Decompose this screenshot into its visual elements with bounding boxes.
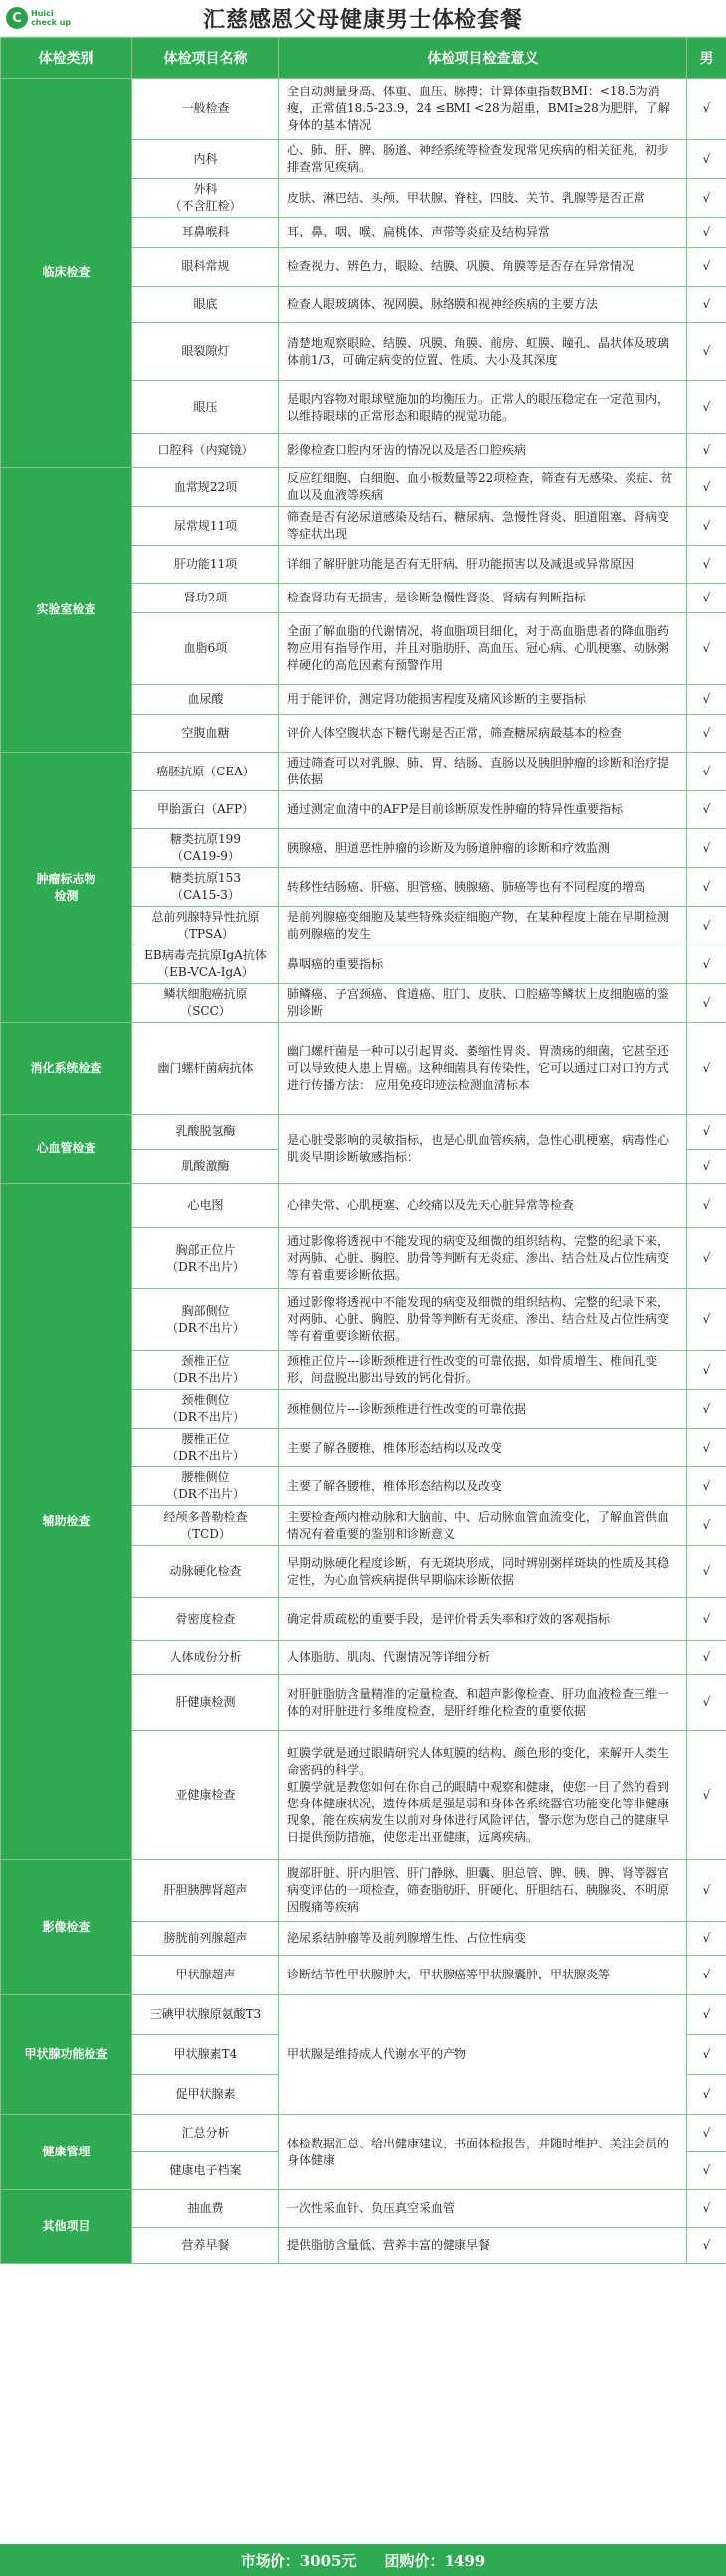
item-meaning-cell: 是眼内容物对眼球壁施加的均衡压力。正常人的眼压稳定在一定范围内，以维持眼球的正常形态和眼睛的视觉功能。 bbox=[279, 381, 687, 434]
item-meaning-cell: 全面了解血脂的代谢情况，将血脂项目细化，对于高血脂患者的降血脂药物应用有指导作用，并且对脂肪肝、高血压、冠心病、心肌梗塞、动脉粥样硬化的高危因素有预警作用 bbox=[279, 613, 687, 685]
column-header-item: 体检项目名称 bbox=[132, 38, 279, 79]
item-name-cell: 膀胱前列腺超声 bbox=[132, 1922, 279, 1956]
item-meaning-cell: 通过筛查可以对乳腺、肺、胃、结肠、直肠以及胰胆肿瘤的诊断和治疗提供依据 bbox=[279, 753, 687, 791]
included-check-icon: √ bbox=[687, 584, 726, 613]
item-name-cell: 肝功能11项 bbox=[132, 546, 279, 584]
item-name-cell: 肝健康检测 bbox=[132, 1675, 279, 1731]
included-check-icon: √ bbox=[687, 1023, 726, 1115]
item-meaning-cell: 转移性结肠癌、肝癌、胆管癌、胰腺癌、肺癌等也有不同程度的增高 bbox=[279, 868, 687, 907]
included-check-icon: √ bbox=[687, 1429, 726, 1467]
included-check-icon: √ bbox=[687, 685, 726, 715]
item-name-cell: 癌胚抗原（CEA） bbox=[132, 753, 279, 791]
item-meaning-cell: 颈椎正位片---诊断颈椎进行性改变的可靠依据，如骨质增生、椎间孔变形，间盘脱出膨出导致的钙化骨折。 bbox=[279, 1351, 687, 1390]
item-meaning-cell: 主要检查颅内椎动脉和大脑前、中、后动脉血管血流变化，了解血管供血情况有着重要的鉴别和诊断意义 bbox=[279, 1506, 687, 1546]
included-check-icon: √ bbox=[687, 1860, 726, 1922]
item-name-cell: 鳞状细胞癌抗原 （SCC） bbox=[132, 984, 279, 1023]
item-name-cell: 外科 （不含肛检） bbox=[132, 179, 279, 218]
included-check-icon: √ bbox=[687, 753, 726, 791]
item-meaning-cell: 影像检查口腔内牙齿的情况以及是否口腔疾病 bbox=[279, 434, 687, 468]
category-cell: 辅助检查 bbox=[1, 1184, 132, 1860]
logo-line-2: check up bbox=[31, 18, 72, 27]
included-check-icon: √ bbox=[687, 468, 726, 507]
included-check-icon: √ bbox=[687, 381, 726, 434]
included-check-icon: √ bbox=[687, 507, 726, 546]
included-check-icon: √ bbox=[687, 1228, 726, 1289]
included-check-icon: √ bbox=[687, 1546, 726, 1598]
brand-logo bbox=[6, 5, 97, 31]
included-check-icon: √ bbox=[687, 613, 726, 685]
included-check-icon: √ bbox=[687, 829, 726, 868]
included-check-icon: √ bbox=[687, 1598, 726, 1641]
item-meaning-cell: 对肝脏脂肪含量精准的定量检查、和超声影像检查、肝功血液检查三维一体的对肝脏进行多维度检查，是肝纤维化检查的重要依据 bbox=[279, 1675, 687, 1731]
table-row bbox=[1, 1184, 726, 1228]
item-meaning-cell: 检查视力、辨色力，眼睑、结膜、巩膜、角膜等是否存在异常情况 bbox=[279, 248, 687, 287]
item-meaning-cell: 用于能评价，测定肾功能损害程度及痛风诊断的主要指标 bbox=[279, 685, 687, 715]
included-check-icon: √ bbox=[687, 1467, 726, 1506]
included-check-icon: √ bbox=[687, 140, 726, 179]
item-name-cell: 眼压 bbox=[132, 381, 279, 434]
table-row bbox=[1, 1115, 726, 1150]
column-header-male: 男 bbox=[687, 38, 726, 79]
column-header-meaning: 体检项目检查意义 bbox=[279, 38, 687, 79]
item-name-cell: 糖类抗原153 （CA15-3） bbox=[132, 868, 279, 907]
item-meaning-cell: 确定骨质疏松的重要手段，是评价骨丢失率和疗效的客观指标 bbox=[279, 1598, 687, 1641]
included-check-icon: √ bbox=[687, 434, 726, 468]
item-name-cell: 血常规22项 bbox=[132, 468, 279, 507]
item-name-cell: 亚健康检查 bbox=[132, 1731, 279, 1860]
item-name-cell: 尿常规11项 bbox=[132, 507, 279, 546]
item-name-cell: 甲状腺素T4 bbox=[132, 2035, 279, 2075]
category-cell: 实验室检查 bbox=[1, 468, 132, 753]
included-check-icon: √ bbox=[687, 2228, 726, 2264]
included-check-icon: √ bbox=[687, 1731, 726, 1860]
included-check-icon: √ bbox=[687, 907, 726, 945]
included-check-icon: √ bbox=[687, 2075, 726, 2115]
item-meaning-cell: 检查人眼玻璃体、视网膜、脉络膜和视神经疾病的主要方法 bbox=[279, 287, 687, 323]
item-meaning-cell: 心、肺、肝、脾、肠道、神经系统等检查发现常见疾病的相关征兆，初步排查常见疾病。 bbox=[279, 140, 687, 179]
item-meaning-cell: 清楚地观察眼睑、结膜、巩膜、角膜、前房、虹膜、瞳孔、晶状体及玻璃体前1/3，可确定病变的位置、性质、大小及其深度 bbox=[279, 323, 687, 381]
item-meaning-cell: 一次性采血针、负压真空采血管 bbox=[279, 2190, 687, 2228]
item-meaning-cell: 早期动脉硬化程度诊断，有无斑块形成，同时辨别粥样斑块的性质及其稳定性，为心血管疾病提供早期临床诊断依据 bbox=[279, 1546, 687, 1598]
item-name-cell: 颈椎正位 （DR不出片） bbox=[132, 1351, 279, 1390]
included-check-icon: √ bbox=[687, 1506, 726, 1546]
included-check-icon: √ bbox=[687, 1922, 726, 1956]
category-cell: 甲状腺功能检查 bbox=[1, 1995, 132, 2115]
category-cell: 其他项目 bbox=[1, 2190, 132, 2264]
item-meaning-cell: 反应红细胞、白细胞、血小板数量等22项检查，筛查有无感染、炎症、贫血以及血液等疾病 bbox=[279, 468, 687, 507]
included-check-icon: √ bbox=[687, 1150, 726, 1184]
item-meaning-cell: 甲状腺是维持成人代谢水平的产物 bbox=[279, 1995, 687, 2115]
table-body bbox=[1, 79, 726, 2264]
category-cell: 临床检查 bbox=[1, 79, 132, 468]
item-meaning-cell: 主要了解各腰椎，椎体形态结构以及改变 bbox=[279, 1429, 687, 1467]
item-name-cell: 营养早餐 bbox=[132, 2228, 279, 2264]
item-name-cell: 三碘甲状腺原氨酸T3 bbox=[132, 1995, 279, 2035]
table-row bbox=[1, 2115, 726, 2152]
item-name-cell: 眼科常规 bbox=[132, 248, 279, 287]
included-check-icon: √ bbox=[687, 79, 726, 140]
table-row bbox=[1, 1023, 726, 1115]
group-price: 团购价：1499 bbox=[384, 2551, 486, 2570]
included-check-icon: √ bbox=[687, 323, 726, 381]
item-name-cell: 糖类抗原199 （CA19-9） bbox=[132, 829, 279, 868]
item-meaning-cell: 通过影像将透视中不能发现的病变及细微的组织结构、完整的纪录下来，对两肺、心脏、胸腔、肋骨等判断有无炎症、渗出、结合灶及占位性病变等有着重要诊断依据。 bbox=[279, 1228, 687, 1289]
item-meaning-cell: 心律失常、心肌梗塞、心绞痛以及先天心脏异常等检查 bbox=[279, 1184, 687, 1228]
item-name-cell: 腰椎正位 （DR不出片） bbox=[132, 1429, 279, 1467]
item-name-cell: 汇总分析 bbox=[132, 2115, 279, 2152]
item-meaning-cell: 全自动测量身高、体重、血压、脉搏；计算体重指数BMI：<18.5为消瘦，正常值18.5-23.9，24 ≤BMI <28为超重，BMI≥28为肥胖，了解身体的基本情况 bbox=[279, 79, 687, 140]
included-check-icon: √ bbox=[687, 984, 726, 1023]
included-check-icon: √ bbox=[687, 546, 726, 584]
included-check-icon: √ bbox=[687, 218, 726, 248]
included-check-icon: √ bbox=[687, 2035, 726, 2075]
category-cell: 肿瘤标志物 检测 bbox=[1, 753, 132, 1023]
item-meaning-cell: 详细了解肝脏功能是否有无肝病、肝功能损害以及减退或异常原因 bbox=[279, 546, 687, 584]
category-cell: 影像检查 bbox=[1, 1860, 132, 1995]
included-check-icon: √ bbox=[687, 791, 726, 829]
item-meaning-cell: 鼻咽癌的重要指标 bbox=[279, 945, 687, 984]
table-header-row bbox=[1, 38, 726, 79]
included-check-icon: √ bbox=[687, 2152, 726, 2190]
item-name-cell: 耳鼻喉科 bbox=[132, 218, 279, 248]
item-name-cell: 甲状腺超声 bbox=[132, 1956, 279, 1995]
included-check-icon: √ bbox=[687, 1675, 726, 1731]
logo-text bbox=[31, 9, 71, 27]
item-name-cell: 口腔科（内窥镜） bbox=[132, 434, 279, 468]
item-meaning-cell: 耳、鼻、咽、喉、扁桃体、声带等炎症及结构异常 bbox=[279, 218, 687, 248]
item-name-cell: 促甲状腺素 bbox=[132, 2075, 279, 2115]
item-meaning-cell: 是心脏受影响的灵敏指标，也是心肌血管疾病，急性心肌梗塞，病毒性心肌炎早期诊断敏感指标： bbox=[279, 1115, 687, 1184]
included-check-icon: √ bbox=[687, 248, 726, 287]
table-row bbox=[1, 2190, 726, 2228]
table-row bbox=[1, 753, 726, 791]
table-row bbox=[1, 468, 726, 507]
item-name-cell: 抽血费 bbox=[132, 2190, 279, 2228]
category-cell: 心血管检查 bbox=[1, 1115, 132, 1184]
item-name-cell: 内科 bbox=[132, 140, 279, 179]
included-check-icon: √ bbox=[687, 1956, 726, 1995]
item-name-cell: 胸部侧位 （DR不出片） bbox=[132, 1289, 279, 1351]
item-meaning-cell: 人体脂肪、肌肉、代谢情况等详细分析 bbox=[279, 1641, 687, 1675]
item-name-cell: EB病毒壳抗原IgA抗体 （EB-VCA-IgA） bbox=[132, 945, 279, 984]
table-row bbox=[1, 1860, 726, 1922]
item-name-cell: 血脂6项 bbox=[132, 613, 279, 685]
item-meaning-cell: 肺鳞癌、子宫颈癌、食道癌、肛门、皮肤、口腔癌等鳞状上皮细胞癌的鉴别诊断 bbox=[279, 984, 687, 1023]
category-cell: 健康管理 bbox=[1, 2115, 132, 2190]
item-name-cell: 颈椎侧位 （DR不出片） bbox=[132, 1390, 279, 1429]
included-check-icon: √ bbox=[687, 179, 726, 218]
included-check-icon: √ bbox=[687, 1351, 726, 1390]
item-name-cell: 眼底 bbox=[132, 287, 279, 323]
included-check-icon: √ bbox=[687, 2115, 726, 2152]
item-name-cell: 空腹血糖 bbox=[132, 715, 279, 753]
item-name-cell: 心电图 bbox=[132, 1184, 279, 1228]
included-check-icon: √ bbox=[687, 2190, 726, 2228]
item-name-cell: 动脉硬化检查 bbox=[132, 1546, 279, 1598]
included-check-icon: √ bbox=[687, 1641, 726, 1675]
item-meaning-cell: 腹部肝脏、肝内胆管、肝门静脉、胆囊、胆总管、脾、胰、脾、肾等器官病变评估的一项检查，筛查脂肪肝、肝硬化、肝胆结石、胰腺炎、不明原因腹痛等疾病 bbox=[279, 1860, 687, 1922]
price-footer bbox=[0, 2544, 726, 2576]
included-check-icon: √ bbox=[687, 715, 726, 753]
item-meaning-cell: 评价人体空腹状态下糖代谢是否正常，筛查糖尿病最基本的检查 bbox=[279, 715, 687, 753]
item-meaning-cell: 通过影像将透视中不能发现的病变及细微的组织结构、完整的纪录下来，对两肺、心脏、胸腔、肋骨等判断有无炎症、渗出、结合灶及占位性病变等有着重要诊断依据。 bbox=[279, 1289, 687, 1351]
included-check-icon: √ bbox=[687, 868, 726, 907]
item-meaning-cell: 提供脂肪含量低、营养丰富的健康早餐 bbox=[279, 2228, 687, 2264]
item-meaning-cell: 主要了解各腰椎，椎体形态结构以及改变 bbox=[279, 1467, 687, 1506]
item-name-cell: 一般检查 bbox=[132, 79, 279, 140]
item-name-cell: 骨密度检查 bbox=[132, 1598, 279, 1641]
item-name-cell: 经颅多普勒检查 （TCD） bbox=[132, 1506, 279, 1546]
item-name-cell: 血尿酸 bbox=[132, 685, 279, 715]
item-name-cell: 健康电子档案 bbox=[132, 2152, 279, 2190]
item-name-cell: 腰椎侧位 （DR不出片） bbox=[132, 1467, 279, 1506]
included-check-icon: √ bbox=[687, 1289, 726, 1351]
market-price: 市场价：3005元 bbox=[240, 2551, 357, 2570]
included-check-icon: √ bbox=[687, 1995, 726, 2035]
item-name-cell: 甲胎蛋白（AFP） bbox=[132, 791, 279, 829]
column-header-category: 体检类别 bbox=[1, 38, 132, 79]
item-name-cell: 眼裂隙灯 bbox=[132, 323, 279, 381]
item-name-cell: 乳酸脱氢酶 bbox=[132, 1115, 279, 1150]
page-header bbox=[0, 0, 726, 37]
item-meaning-cell: 幽门螺杆菌是一种可以引起胃炎、萎缩性胃炎、胃溃疡的细菌，它甚至还可以导致使人患上胃癌。这种细菌具有传染性，它可以通过口对口的方式进行传播方法： 应用免疫印迹法检测血清标本 bbox=[279, 1023, 687, 1115]
table-row bbox=[1, 1995, 726, 2035]
item-name-cell: 总前列腺特异性抗原 （TPSA） bbox=[132, 907, 279, 945]
package-table bbox=[0, 37, 726, 2264]
item-meaning-cell: 颈椎侧位片---诊断颈椎进行性改变的可靠依据 bbox=[279, 1390, 687, 1429]
item-name-cell: 肾功2项 bbox=[132, 584, 279, 613]
item-meaning-cell: 皮肤、淋巴结、头颅、甲状腺、脊柱、四肢、关节、乳腺等是否正常 bbox=[279, 179, 687, 218]
item-meaning-cell: 诊断结节性甲状腺肿大，甲状腺癌等甲状腺囊肿，甲状腺炎等 bbox=[279, 1956, 687, 1995]
included-check-icon: √ bbox=[687, 287, 726, 323]
item-meaning-cell: 泌尿系结肿瘤等及前列腺增生性、占位性病变 bbox=[279, 1922, 687, 1956]
item-meaning-cell: 是前列腺癌变细胞及某些特殊炎症细胞产物，在某种程度上能在早期检测前列腺癌的发生 bbox=[279, 907, 687, 945]
logo-icon: C bbox=[6, 7, 28, 29]
item-meaning-cell: 检查肾功有无损害，是诊断急慢性肾炎、肾病有判断指标 bbox=[279, 584, 687, 613]
included-check-icon: √ bbox=[687, 1184, 726, 1228]
item-name-cell: 幽门螺杆菌病抗体 bbox=[132, 1023, 279, 1115]
item-meaning-cell: 胰腺癌、胆道恶性肿瘤的诊断及为肠道肿瘤的诊断和疗效监测 bbox=[279, 829, 687, 868]
item-meaning-cell: 体检数据汇总、给出健康建议，书面体检报告，并随时维护、关注会员的身体健康 bbox=[279, 2115, 687, 2190]
item-meaning-cell: 虹膜学就是通过眼睛研究人体虹膜的结构、颜色形的变化，来解开人类生命密码的科学。 虹膜学就是教您如何在你自己的眼睛中观察和健康，使您一目了然的看到您身体健康状况，遗传体质是强是弱和身体各系统器官功能变化等非健康现象，能在疾病发生以前对身体进行风险评估，警示您为您自己的健康早日提供预防措施，使您走出亚健康，远离疾病。 bbox=[279, 1731, 687, 1860]
item-name-cell: 肌酸激酶 bbox=[132, 1150, 279, 1184]
item-meaning-cell: 通过测定血清中的AFP是目前诊断原发性肿瘤的特异性重要指标 bbox=[279, 791, 687, 829]
item-name-cell: 人体成份分析 bbox=[132, 1641, 279, 1675]
table-row bbox=[1, 79, 726, 140]
category-cell: 消化系统检查 bbox=[1, 1023, 132, 1115]
included-check-icon: √ bbox=[687, 1115, 726, 1150]
page-title: 汇慈感恩父母健康男士体检套餐 bbox=[202, 6, 523, 33]
item-name-cell: 胸部正位片 （DR不出片） bbox=[132, 1228, 279, 1289]
included-check-icon: √ bbox=[687, 1390, 726, 1429]
logo-line-1: Huici bbox=[31, 9, 54, 18]
included-check-icon: √ bbox=[687, 945, 726, 984]
item-name-cell: 肝胆胰脾肾超声 bbox=[132, 1860, 279, 1922]
item-meaning-cell: 筛查是否有泌尿道感染及结石、糖尿病、急慢性肾炎、胆道阻塞、肾病变等症状出现 bbox=[279, 507, 687, 546]
